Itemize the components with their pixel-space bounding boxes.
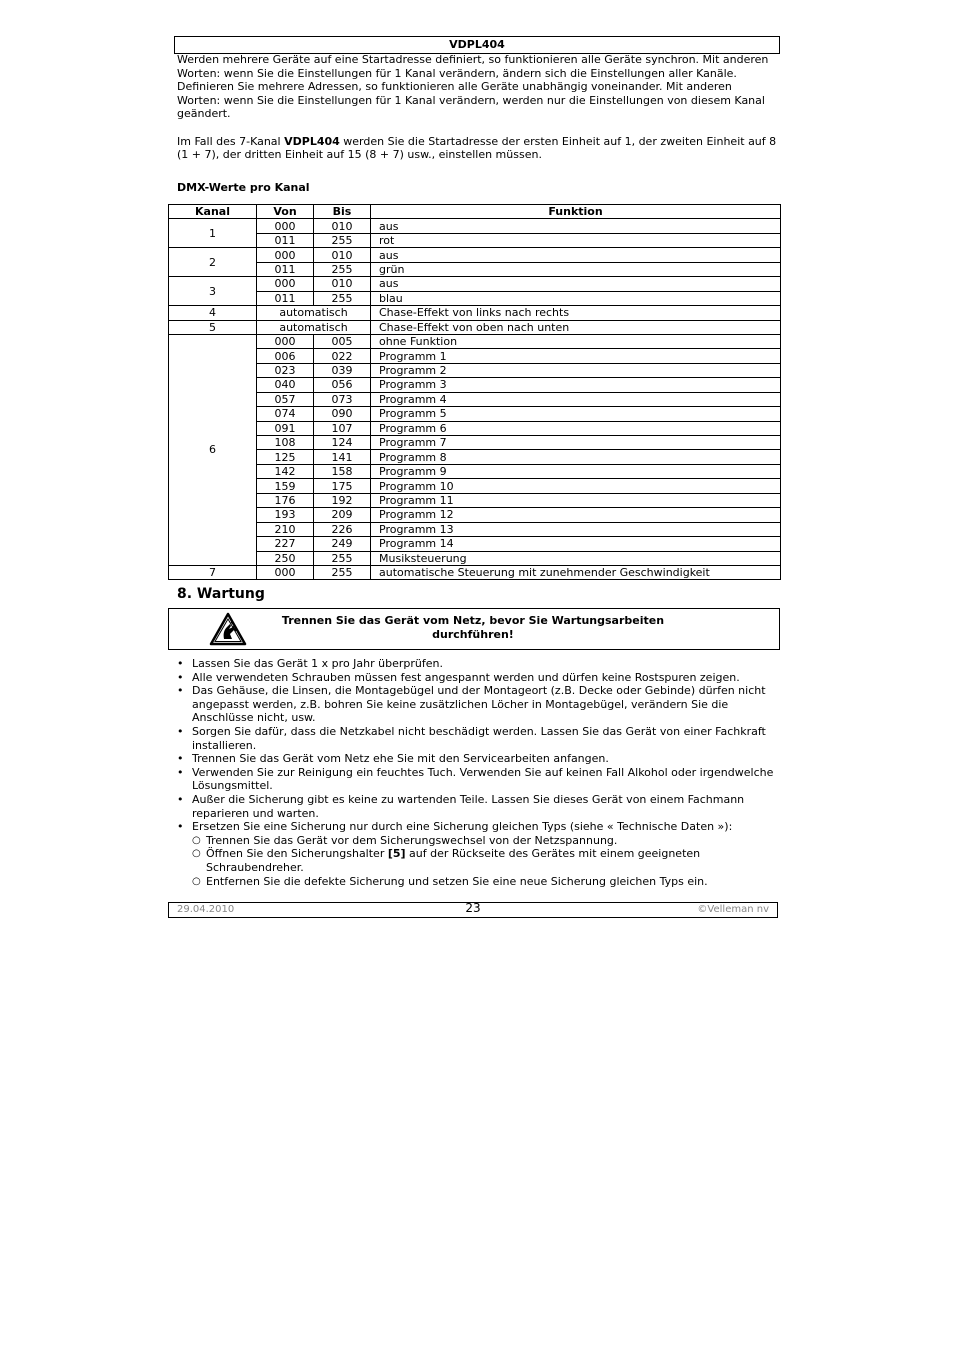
bis-cell: 158 <box>314 464 371 478</box>
function-cell: grün <box>371 262 781 276</box>
dmx-heading: DMX-Werte pro Kanal <box>177 181 310 194</box>
bis-cell: 056 <box>314 378 371 392</box>
bullet-icon: • <box>177 657 184 670</box>
list-item: • Sorgen Sie dafür, dass die Netzkabel nicht beschädigt werden. Lassen Sie das Gerät von einer Fachkraft installieren. <box>177 724 766 752</box>
table-row <box>169 219 781 233</box>
circle-bullet-icon: ○ <box>192 875 201 887</box>
bis-cell: 107 <box>314 421 371 435</box>
function-cell: Programm 7 <box>371 436 781 450</box>
bis-cell: 249 <box>314 537 371 551</box>
function-cell: Chase-Effekt von links nach rechts <box>371 306 781 320</box>
function-cell: Programm 12 <box>371 508 781 522</box>
bis-cell: 209 <box>314 508 371 522</box>
bis-cell: 010 <box>314 219 371 233</box>
list-item: • Lassen Sie das Gerät 1 x pro Jahr überprüfen. <box>177 657 443 670</box>
table-row <box>169 493 781 507</box>
sub-list-item: ○ Öffnen Sie den Sicherungshalter [5] auf der Rückseite des Gerätes mit einem geeigneten Schraubendreher. <box>192 847 701 874</box>
von-cell: 250 <box>257 551 314 565</box>
channel-cell: 4 <box>169 306 257 320</box>
range-cell: automatisch <box>257 320 371 334</box>
header-kanal: Kanal <box>169 205 257 219</box>
bis-cell: 255 <box>314 233 371 247</box>
list-item: • Verwenden Sie zur Reinigung ein feuchtes Tuch. Verwenden Sie auf keinen Fall Alkohol oder irgendwelche Lösungsmittel. <box>177 765 774 793</box>
table-row <box>169 407 781 421</box>
table-row <box>169 320 781 334</box>
von-cell: 040 <box>257 378 314 392</box>
intro-text <box>177 53 777 162</box>
circle-bullet-icon: ○ <box>192 848 201 860</box>
table-row <box>169 464 781 478</box>
von-cell: 142 <box>257 464 314 478</box>
function-cell: aus <box>371 248 781 262</box>
function-cell: blau <box>371 291 781 305</box>
list-item: • Außer die Sicherung gibt es keine zu wartenden Teile. Lassen Sie dieses Gerät von einem Fachmann reparieren und warten. <box>177 792 745 820</box>
table-row <box>169 421 781 435</box>
bis-cell: 255 <box>314 551 371 565</box>
bis-cell: 255 <box>314 262 371 276</box>
von-cell: 108 <box>257 436 314 450</box>
table-row <box>169 565 781 579</box>
bis-cell: 039 <box>314 363 371 377</box>
von-cell: 193 <box>257 508 314 522</box>
header-von: Von <box>257 205 314 219</box>
table-row <box>169 537 781 551</box>
von-cell: 011 <box>257 233 314 247</box>
header-funktion: Funktion <box>371 205 781 219</box>
table-row <box>169 436 781 450</box>
table-row <box>169 450 781 464</box>
function-cell: Programm 6 <box>371 421 781 435</box>
table-row <box>169 551 781 565</box>
warning-box <box>168 608 780 650</box>
function-cell: aus <box>371 219 781 233</box>
von-cell: 011 <box>257 262 314 276</box>
list-item: • Ersetzen Sie eine Sicherung nur durch eine Sicherung gleichen Typs (siehe « Technische Daten »): ○ Trennen Sie das Gerät vor dem Sicherungswechsel von der Netzspannung. ○ Öffnen Sie den Sicherungshalter [5] auf der Rückseite des Gerätes mit einem geeigneten Schraubendreher. ○ Entfernen Sie die defekte Sicherung und setzen Sie eine neue Sicherung gleichen Typs ein. <box>177 820 777 888</box>
bis-cell: 124 <box>314 436 371 450</box>
table-row <box>169 262 781 276</box>
von-cell: 210 <box>257 522 314 536</box>
intro-paragraph-3: Im Fall des 7-Kanal VDPL404 werden Sie die Startadresse der ersten Einheit auf 1, der zweiten Einheit auf 8 (1 + 7), der dritten Einheit auf 15 (8 + 7) usw., einstellen müssen. <box>177 134 777 162</box>
bullet-icon: • <box>177 752 184 766</box>
list-item: • Das Gehäuse, die Linsen, die Montagebügel und der Montageort (z.B. Decke oder Gebinde) dürfen nicht angepasst werden, z.B. bohren Sie keine zusätzlichen Löcher in Montagebügel, verändern Sie die Anschlüsse nicht, usw. <box>177 684 766 725</box>
bis-cell: 192 <box>314 493 371 507</box>
page-number: 23 <box>465 901 481 915</box>
header-bis: Bis <box>314 205 371 219</box>
bis-cell: 022 <box>314 349 371 363</box>
channel-cell: 6 <box>169 334 257 565</box>
bis-cell: 226 <box>314 522 371 536</box>
bullet-icon: • <box>177 820 184 834</box>
table-row <box>169 522 781 536</box>
von-cell: 091 <box>257 421 314 435</box>
channel-cell: 5 <box>169 320 257 334</box>
sub-list-item: ○ Entfernen Sie die defekte Sicherung und setzen Sie eine neue Sicherung gleichen Typs ein. <box>192 874 708 888</box>
channel-cell: 3 <box>169 277 257 306</box>
range-cell: automatisch <box>257 306 371 320</box>
von-cell: 006 <box>257 349 314 363</box>
intro-paragraph-1: Werden mehrere Geräte auf eine Startadresse definiert, so funktionieren alle Geräte synchron. Mit anderen Worten: wenn Sie die Einstellungen für 1 Kanal verändern, ändern sich die Einstellungen aller Kanäle. <box>177 53 769 80</box>
von-cell: 000 <box>257 219 314 233</box>
bullet-icon: • <box>177 792 184 806</box>
von-cell: 176 <box>257 493 314 507</box>
von-cell: 227 <box>257 537 314 551</box>
table-row <box>169 291 781 305</box>
model-name: VDPL404 <box>284 134 340 148</box>
table-row <box>169 378 781 392</box>
function-cell: Programm 5 <box>371 407 781 421</box>
channel-cell: 1 <box>169 219 257 248</box>
function-cell: Programm 4 <box>371 392 781 406</box>
table-row <box>169 392 781 406</box>
function-cell: automatische Steuerung mit zunehmender Geschwindigkeit <box>371 565 781 579</box>
function-cell: Programm 13 <box>371 522 781 536</box>
table-row <box>169 508 781 522</box>
bis-cell: 255 <box>314 291 371 305</box>
von-cell: 159 <box>257 479 314 493</box>
bis-cell: 010 <box>314 277 371 291</box>
bis-cell: 175 <box>314 479 371 493</box>
bis-cell: 005 <box>314 334 371 348</box>
table-row <box>169 334 781 348</box>
function-cell: Musiksteuerung <box>371 551 781 565</box>
bullet-icon: • <box>177 670 184 684</box>
bis-cell: 090 <box>314 407 371 421</box>
bis-cell: 073 <box>314 392 371 406</box>
page-footer <box>168 902 778 918</box>
von-cell: 011 <box>257 291 314 305</box>
function-cell: aus <box>371 277 781 291</box>
von-cell: 074 <box>257 407 314 421</box>
table-row <box>169 306 781 320</box>
intro-paragraph-2: Definieren Sie mehrere Adressen, so funktionieren alle Geräte unabhängig voneinander. Mit anderen Worten: wenn Sie die Einstellungen für 1 Kanal verändern, werden nur die Einstellungen von diesem Kanal geändert. <box>177 80 765 121</box>
function-cell: ohne Funktion <box>371 334 781 348</box>
footer-date: 29.04.2010 <box>177 904 235 915</box>
table-row <box>169 479 781 493</box>
function-cell: Programm 8 <box>371 450 781 464</box>
von-cell: 125 <box>257 450 314 464</box>
reference-number: [5] <box>387 847 406 861</box>
von-cell: 000 <box>257 277 314 291</box>
dmx-table <box>168 204 781 580</box>
function-cell: Programm 14 <box>371 537 781 551</box>
channel-cell: 2 <box>169 248 257 277</box>
bis-cell: 141 <box>314 450 371 464</box>
channel-cell: 7 <box>169 565 257 579</box>
function-cell: Chase-Effekt von oben nach unten <box>371 320 781 334</box>
von-cell: 000 <box>257 248 314 262</box>
function-cell: rot <box>371 233 781 247</box>
table-row <box>169 248 781 262</box>
function-cell: Programm 9 <box>371 464 781 478</box>
von-cell: 000 <box>257 565 314 579</box>
von-cell: 023 <box>257 363 314 377</box>
function-cell: Programm 11 <box>371 493 781 507</box>
table-row <box>169 349 781 363</box>
table-row <box>169 277 781 291</box>
bis-cell: 255 <box>314 565 371 579</box>
bis-cell: 010 <box>314 248 371 262</box>
bullet-icon: • <box>177 684 184 698</box>
list-item: • Alle verwendeten Schrauben müssen fest angespannt werden und dürfen keine Rostspuren zeigen. <box>177 670 740 684</box>
warning-text: Trennen Sie das Gerät vom Netz, bevor Sie Wartungsarbeiten durchführen! <box>281 614 665 641</box>
sub-list-item: ○ Trennen Sie das Gerät vor dem Sicherungswechsel von der Netzspannung. <box>192 833 618 847</box>
circle-bullet-icon: ○ <box>192 834 201 846</box>
section-title: 8. Wartung <box>177 586 265 602</box>
von-cell: 000 <box>257 334 314 348</box>
table-row <box>169 233 781 247</box>
bullet-icon: • <box>177 724 184 738</box>
list-item: • Trennen Sie das Gerät vom Netz ehe Sie mit den Servicearbeiten anfangen. <box>177 752 609 766</box>
function-cell: Programm 10 <box>371 479 781 493</box>
electric-shock-warning-icon <box>209 612 247 646</box>
von-cell: 057 <box>257 392 314 406</box>
table-header-row <box>169 205 781 219</box>
function-cell: Programm 1 <box>371 349 781 363</box>
bullet-icon: • <box>177 765 184 779</box>
document-header: VDPL404 <box>174 36 780 54</box>
table-row <box>169 363 781 377</box>
function-cell: Programm 3 <box>371 378 781 392</box>
maintenance-list <box>177 657 777 888</box>
fuse-steps-list <box>192 834 777 888</box>
function-cell: Programm 2 <box>371 363 781 377</box>
footer-copyright: ©Velleman nv <box>697 904 769 915</box>
